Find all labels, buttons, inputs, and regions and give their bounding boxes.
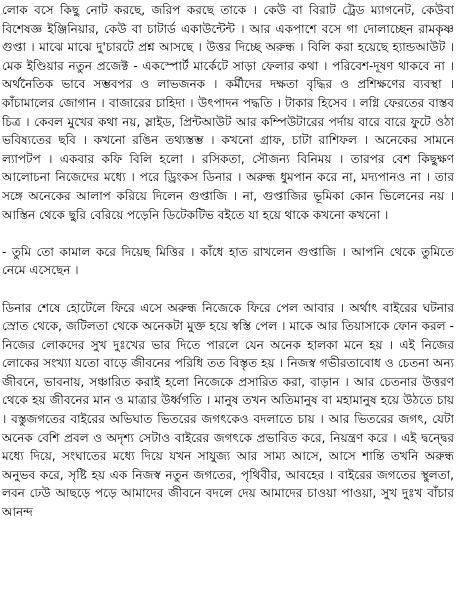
paragraph-1: লোক বসে কিছু নোট করছে, জরিপ করছে তাকে । কেউ বা বিরাট ট্রেড ম্যাগনেট, কেউবা বিশেষজ্ঞ ইঞ্জিনিয়ার, কেউ বা চাটার্ড একাউন্টেন্ট । আর একপাশে বসে গা দোলাচ্ছেন রামকৃষ্ণ গুপ্তা । মাঝে মাঝে দু'চারটে প্রশ্ন আসছে । উত্তর দিচ্ছে অরুন্ধ । বিলি করা হয়েছে হ্যান্ডআউট । মেক ইণ্ডিয়ার নতুন প্রজেক্ট - একস্পোর্ট মার্কেটে সাড়া ফেলার কথা । পরিবেশ-দূষণ থাকবে না । অর্থনৈতিক ভাবে সম্ভবপর ও লাভজনক । কর্মীদের দক্ষতা বৃদ্ধির ও প্রশিক্ষণের ব্যবস্থা । কাঁচামালের জোগান । বাজারের চাহিদা । উৎপাদন পদ্ধতি । টাকার হিসেব । লগ্নি ফেরতের বাস্তব চিত্র । কেবল মুখের কথা নয়, স্লাইড, প্রিন্টআউট আর কম্পিউটারের পর্দায় বারে বারে ফুটে ওঠা ভবিষ্যতের ছবি । কখনো রঙিন তথ্যস্তম্ভ । কখনো গ্রাফ, চাটা রাশিফল । অনেকের সামনে ল্যাপটপ । একবার কফি বিলি হলো । রসিকতা, সৌজন্য বিনিময় । তারপর বেশ কিছুক্ষণ আলোচনা নিজেদের মধ্যে । পরে ড্রিংকস ডিনার । অরুন্ধ ধুমপান করে না, মদ্যপানও না । তার সঙ্গে অনেকের আলাপ করিয়ে দিলেন গুপ্তাজি । না, গুপ্তাজির ভূমিকা কোন ভিলেনের নয় । আস্তিন থেকে ছুরি বেরিয়ে পড়েনি ডিটেকটিভ বইতে যা হয়ে থাকে কখনো কখনো । [2,3,454,222]
paragraph-gap [2,224,454,243]
paragraph-3: ডিনার শেষে হোটেলে ফিরে এসে অরুন্ধ নিজেকে ফিরে পেল আবার । অর্থাৎ বাইরের ঘটনার স্রোত থেকে, জটিলতা থেকে অনেকটা মুক্ত হয়ে স্বস্তি পেল । মাকে আর তিয়াসাকে ফোন করল - নিজের লোকদের সুখ দুঃখের ভার দিতে পারলে যেন অনেক হালকা মনে হয় । এই নিজের লোকের সংখ্যা যতো বাড়ে জীবনের পরিধি তত বিস্তৃত হয় । নিজস্ব গভীরতাবোধ ও চেতনা অন্য জীবনে, ভাবনায়, সঞ্চারিত করাই হলো নিজেকে প্রসারিত করা, বাড়ান । আর চেতনার উত্তরণ থেকে হয় জীবনের মান ও মাত্রার উর্ধ্বগতি । মানুষ তখন অতিমানুষ বা মহামানুষ হয়ে উঠতে চায় । বস্তুজগতের বাইরের অভিঘাত ভিতরের জগৎকেও বদলাতে চায় । আর ভিতরের জগৎ, যেটা অনেক বেশি প্রবল ও অদৃশ্য সেটাও বাইরের জগৎকে প্রভাবিত করে, নিয়ন্ত্রণ করে । এই দ্বন্দ্বের মধ্যে দিয়ে, সংঘাতের মধ্যে দিয়ে যখন সাযুজ্য আর সাম্য আসে, আসে শান্তি তখনি অরুন্ধ অনুভব করে, সৃষ্টি হয় এক নিজস্ব নতুন জগতের, পৃথিবীর, আবহের । বাইরের জগতের স্থুলতা, লবন ঢেউ আছড়ে পড়ে আমাদের জীবনে বদলে দেয় আমাদের চাওয়া পাওয়া, সুখ দুঃখ বাঁচার আনন্দ [2,300,454,520]
paragraph-2-dialogue: - তুমি তো কামাল করে দিয়েছ মিত্তির । কাঁধে হাত রাখলেন গুপ্তাজি । আপনি থেকে তুমিতে নেমে এসেছেন । [2,244,454,278]
document-page [2,1,454,613]
paragraph-gap [2,280,454,299]
